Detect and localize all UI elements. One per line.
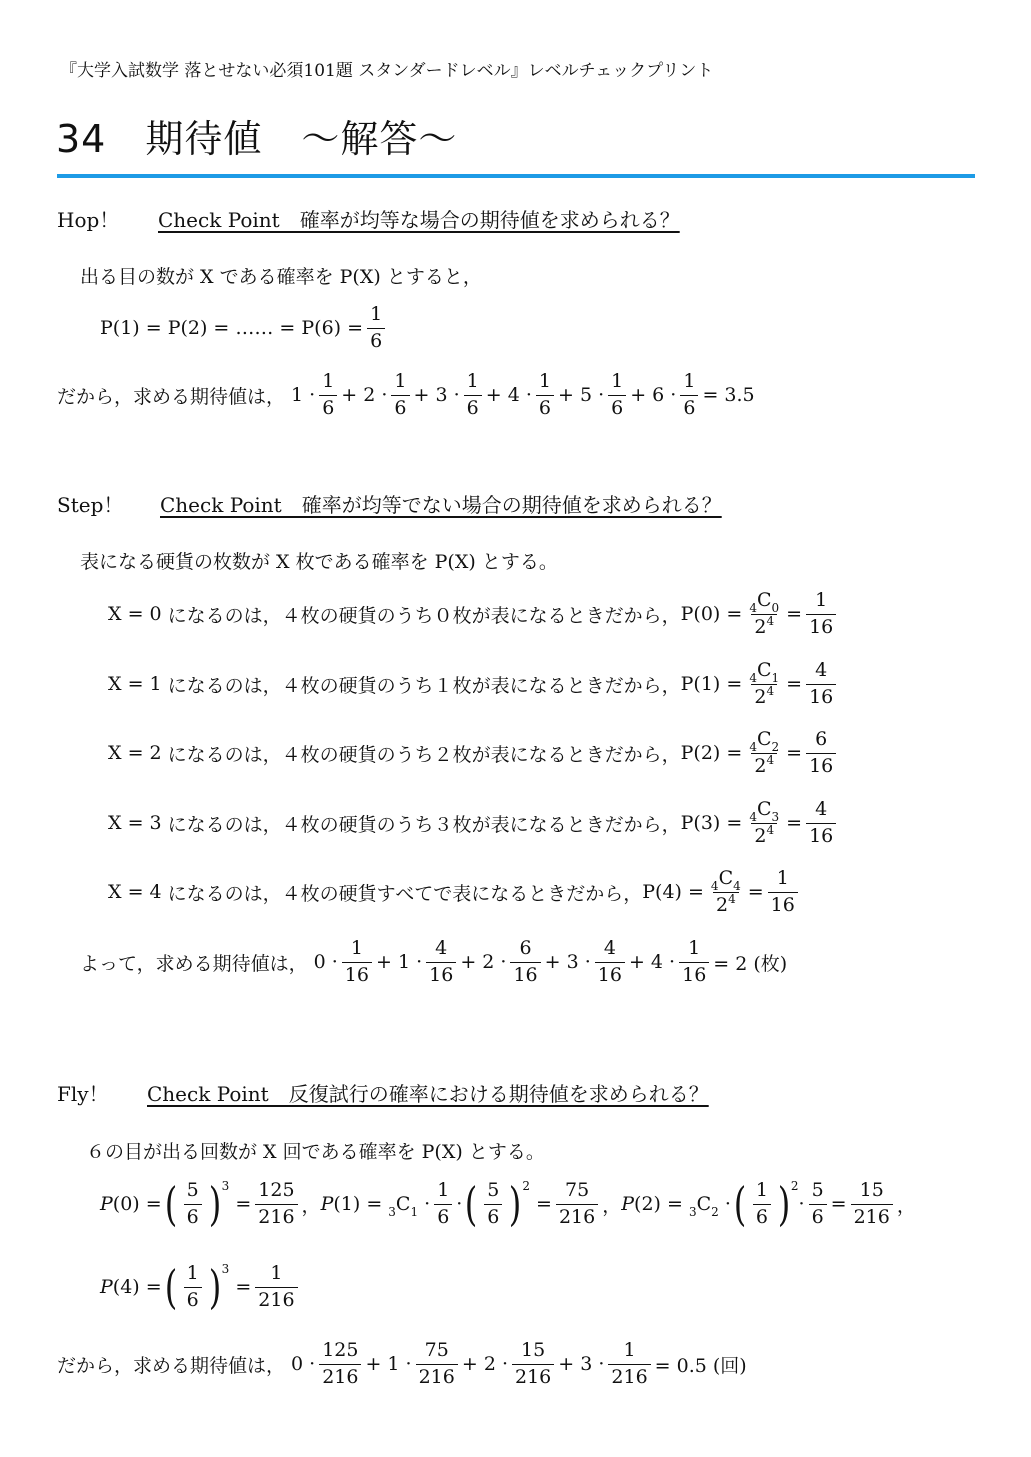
- fly-conclusion: だから，求める期待値は， 0 · $\frac{125}{216}$ + 1 · $\frac{75}{216}$ + 2 · $\frac{15}{216}$ + 3 · $\frac{1}{216}$ = 0.5 (回): [57, 1339, 747, 1388]
- probability-fraction: $\frac{1}{16}$: [806, 590, 836, 639]
- hop-conclusion: だから，求める期待値は， 1 · $\frac{1}{6}$ + 2 · $\frac{1}{6}$ + 3 · $\frac{1}{6}$ + 4 · $\frac{1}{6}$ + 5 · $\frac{1}{6}$ + 6 · $\frac{1}{6}$ = 3.5: [57, 370, 755, 419]
- combination-fraction: $\frac{_4C_2}{2^4}$: [749, 728, 780, 777]
- case-p: P(4) =: [642, 881, 704, 904]
- hop-level-label: Hop！: [57, 208, 120, 232]
- combination-fraction: $\frac{_4C_1}{2^4}$: [749, 659, 780, 708]
- step-case-row: X = 3 になるのは，４枚の硬貨のうち３枚が表になるときだから， P(3) = $\frac{_4C_3}{2^4}$ = $\frac{4}{16}$: [108, 799, 840, 848]
- fraction: $\frac{1}{6}$: [367, 304, 385, 353]
- case-text: になるのは，４枚の硬貨のうち２枚が表になるときだから，: [167, 743, 681, 766]
- case-text: になるのは，４枚の硬貨のうち０枚が表になるときだから，: [167, 604, 681, 627]
- case-x: X = 3: [108, 812, 162, 835]
- case-p: P(1) =: [680, 673, 743, 696]
- hop-result: = 3.5: [702, 384, 755, 407]
- step-checkpoint: Check Point 確率が均等でない場合の期待値を求められる？: [160, 493, 722, 517]
- combination-fraction: $\frac{_4C_4}{2^4}$: [710, 867, 741, 916]
- document-header: 『大学入試数学 落とせない必須101題 スタンダードレベル』レベルチェックプリント: [60, 61, 714, 81]
- case-p: P(0) =: [680, 603, 743, 626]
- step-result: = 2 (枚): [713, 952, 788, 975]
- hop-intro: 出る目の数が X である確率を P(X) とすると，: [80, 266, 482, 288]
- step-case-row: X = 2 になるのは，４枚の硬貨のうち２枚が表になるときだから， P(2) = $\frac{_4C_2}{2^4}$ = $\frac{6}{16}$: [108, 729, 840, 778]
- probability-fraction: $\frac{1}{16}$: [768, 868, 798, 917]
- fly-checkpoint: Check Point 反復試行の確率における期待値を求められる？: [147, 1082, 709, 1106]
- step-case-row: X = 4 になるのは，４枚の硬貨すべてで表になるときだから， P(4) = $\frac{_4C_4}{2^4}$ = $\frac{1}{16}$: [108, 868, 802, 917]
- case-x: X = 4: [108, 881, 162, 904]
- case-x: X = 0: [108, 603, 162, 626]
- hop-eq1-left: P(1) = P(2) = …… = P(6) =: [100, 317, 364, 340]
- title-divider: [57, 174, 975, 178]
- case-text: になるのは，４枚の硬貨のうち１枚が表になるときだから，: [167, 674, 681, 697]
- fly-conclusion-label: だから，求める期待値は，: [57, 1354, 286, 1377]
- fly-probabilities-row-2: P(4) = ( $\frac{1}{6}$ ) 3 = $\frac{1}{216}$: [100, 1263, 302, 1312]
- case-text: になるのは，４枚の硬貨のうち３枚が表になるときだから，: [167, 813, 681, 836]
- hop-conclusion-label: だから，求める期待値は，: [57, 385, 286, 408]
- step-conclusion: よって，求める期待値は， 0 · $\frac{1}{16}$ + 1 · $\frac{4}{16}$ + 2 · $\frac{6}{16}$ + 3 · $\frac{4}{16}$ + 4 · $\frac{1}{16}$ = 2 (枚): [80, 937, 788, 986]
- step-intro: 表になる硬貨の枚数が X 枚である確率を P(X) とする。: [80, 551, 558, 573]
- probability-fraction: $\frac{4}{16}$: [806, 660, 836, 709]
- probability-fraction: $\frac{6}{16}$: [806, 729, 836, 778]
- case-x: X = 1: [108, 673, 162, 696]
- fly-result: = 0.5 (回): [654, 1354, 747, 1377]
- probability-fraction: $\frac{4}{16}$: [806, 799, 836, 848]
- hop-equation-1: [100, 304, 389, 353]
- page-title: 34 期待値 〜解答〜: [56, 117, 458, 161]
- step-case-row: X = 1 になるのは，４枚の硬貨のうち１枚が表になるときだから， P(1) = $\frac{_4C_1}{2^4}$ = $\frac{4}{16}$: [108, 660, 840, 709]
- step-level-label: Step！: [57, 493, 124, 517]
- case-p: P(2) =: [680, 742, 743, 765]
- fly-probabilities-row-1: P(0) = ( $\frac{5}{6}$ ) 3 = $\frac{125}{216}$ ， $P(1) = _3C_1$ · $\frac{1}{6}$ · ( $\frac{5}{6}$ ) 2 = $\frac{75}{216}$ ， $P(2) = _3C_2$ · ( $\frac{1}{6}$ ) 2 · $\frac{5}{6}$ = $\frac{15}{216}$ ，: [100, 1177, 916, 1232]
- case-p: P(3) =: [680, 812, 743, 835]
- step-case-row: X = 0 になるのは，４枚の硬貨のうち０枚が表になるときだから， P(0) = $\frac{_4C_0}{2^4}$ = $\frac{1}{16}$: [108, 590, 840, 639]
- combination-fraction: $\frac{_4C_0}{2^4}$: [749, 589, 780, 638]
- case-x: X = 2: [108, 742, 162, 765]
- case-text: になるのは，４枚の硬貨すべてで表になるときだから，: [167, 882, 643, 905]
- fly-level-label: Fly！: [57, 1082, 109, 1106]
- hop-checkpoint: Check Point 確率が均等な場合の期待値を求められる？: [158, 208, 680, 232]
- combination-fraction: $\frac{_4C_3}{2^4}$: [749, 798, 780, 847]
- step-conclusion-label: よって，求める期待値は，: [80, 952, 308, 975]
- fly-intro: ６の目が出る回数が X 回である確率を P(X) とする。: [86, 1141, 545, 1163]
